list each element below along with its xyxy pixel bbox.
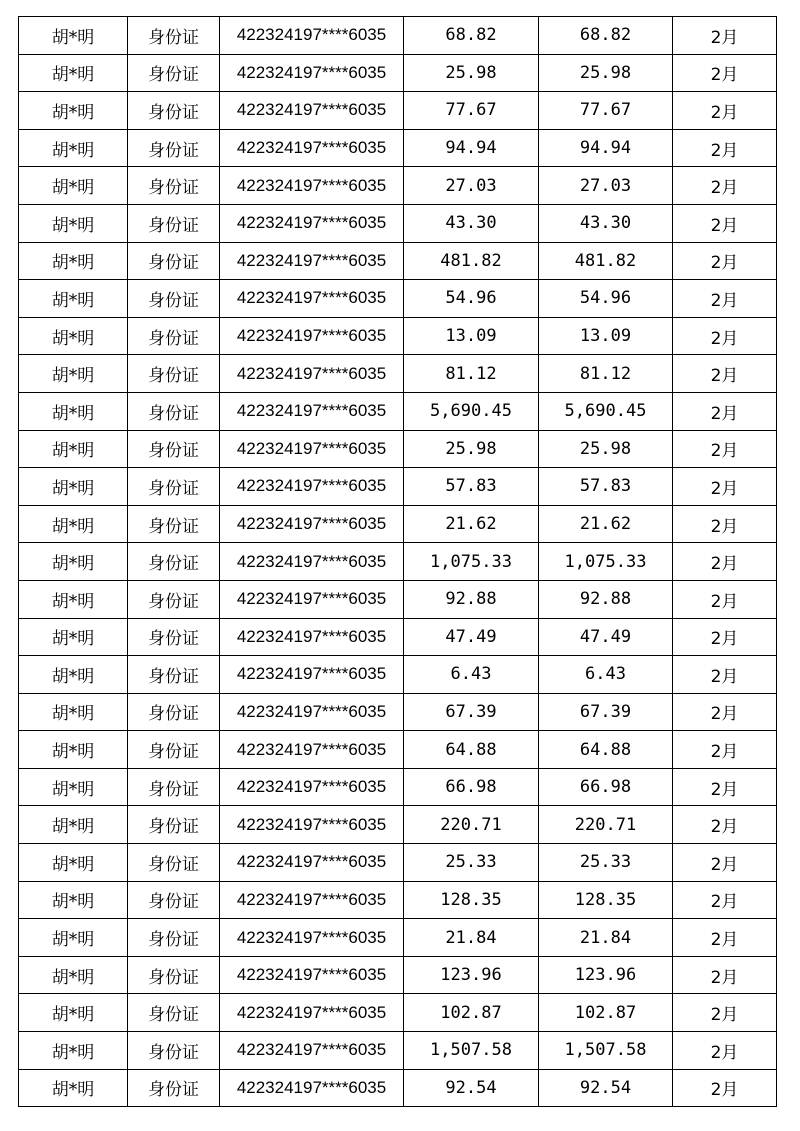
name-cell: 胡*明 [19, 806, 128, 844]
table-row [19, 280, 777, 318]
amount-cell: 25.33 [539, 844, 673, 882]
id-type-cell: 身份证 [128, 1032, 220, 1070]
amount-cell: 6.43 [539, 656, 673, 694]
id-number-cell: 422324197****6035 [220, 54, 404, 92]
amount-cell: 102.87 [404, 994, 539, 1032]
id-number-cell: 422324197****6035 [220, 806, 404, 844]
table-row [19, 17, 777, 55]
table-row [19, 768, 777, 806]
amount-cell: 66.98 [404, 768, 539, 806]
amount-cell: 481.82 [539, 242, 673, 280]
id-number-cell: 422324197****6035 [220, 355, 404, 393]
name-cell: 胡*明 [19, 919, 128, 957]
name-cell: 胡*明 [19, 468, 128, 506]
amount-cell: 43.30 [404, 204, 539, 242]
month-cell: 2月 [673, 17, 777, 55]
id-number-cell: 422324197****6035 [220, 204, 404, 242]
table-row [19, 656, 777, 694]
id-type-cell: 身份证 [128, 919, 220, 957]
month-cell: 2月 [673, 580, 777, 618]
month-cell: 2月 [673, 693, 777, 731]
month-cell: 2月 [673, 919, 777, 957]
amount-cell: 6.43 [404, 656, 539, 694]
id-number-cell: 422324197****6035 [220, 844, 404, 882]
id-number-cell: 422324197****6035 [220, 618, 404, 656]
table-row [19, 92, 777, 130]
amount-cell: 57.83 [539, 468, 673, 506]
amount-cell: 67.39 [404, 693, 539, 731]
month-cell: 2月 [673, 994, 777, 1032]
id-type-cell: 身份证 [128, 543, 220, 581]
name-cell: 胡*明 [19, 92, 128, 130]
id-type-cell: 身份证 [128, 54, 220, 92]
amount-cell: 1,507.58 [539, 1032, 673, 1070]
amount-cell: 25.98 [404, 54, 539, 92]
month-cell: 2月 [673, 956, 777, 994]
month-cell: 2月 [673, 844, 777, 882]
id-number-cell: 422324197****6035 [220, 468, 404, 506]
id-type-cell: 身份证 [128, 242, 220, 280]
id-number-cell: 422324197****6035 [220, 17, 404, 55]
id-type-cell: 身份证 [128, 956, 220, 994]
id-type-cell: 身份证 [128, 580, 220, 618]
id-type-cell: 身份证 [128, 505, 220, 543]
name-cell: 胡*明 [19, 844, 128, 882]
amount-cell: 54.96 [539, 280, 673, 318]
name-cell: 胡*明 [19, 693, 128, 731]
amount-cell: 21.84 [539, 919, 673, 957]
id-number-cell: 422324197****6035 [220, 656, 404, 694]
amount-cell: 5,690.45 [404, 392, 539, 430]
id-number-cell: 422324197****6035 [220, 768, 404, 806]
id-type-cell: 身份证 [128, 317, 220, 355]
month-cell: 2月 [673, 280, 777, 318]
amount-cell: 123.96 [539, 956, 673, 994]
amount-cell: 25.98 [539, 54, 673, 92]
id-type-cell: 身份证 [128, 806, 220, 844]
name-cell: 胡*明 [19, 430, 128, 468]
id-number-cell: 422324197****6035 [220, 242, 404, 280]
month-cell: 2月 [673, 806, 777, 844]
amount-cell: 220.71 [404, 806, 539, 844]
month-cell: 2月 [673, 392, 777, 430]
table-row [19, 844, 777, 882]
amount-cell: 27.03 [539, 167, 673, 205]
name-cell: 胡*明 [19, 731, 128, 769]
amount-cell: 92.54 [404, 1069, 539, 1107]
month-cell: 2月 [673, 92, 777, 130]
name-cell: 胡*明 [19, 994, 128, 1032]
name-cell: 胡*明 [19, 1032, 128, 1070]
id-number-cell: 422324197****6035 [220, 956, 404, 994]
id-number-cell: 422324197****6035 [220, 693, 404, 731]
month-cell: 2月 [673, 167, 777, 205]
amount-cell: 68.82 [539, 17, 673, 55]
amount-cell: 128.35 [539, 881, 673, 919]
table-row [19, 1032, 777, 1070]
table-row [19, 392, 777, 430]
table-row [19, 204, 777, 242]
table-row [19, 167, 777, 205]
id-number-cell: 422324197****6035 [220, 167, 404, 205]
amount-cell: 92.54 [539, 1069, 673, 1107]
amount-cell: 67.39 [539, 693, 673, 731]
month-cell: 2月 [673, 618, 777, 656]
amount-cell: 47.49 [404, 618, 539, 656]
id-type-cell: 身份证 [128, 731, 220, 769]
id-type-cell: 身份证 [128, 392, 220, 430]
amount-cell: 81.12 [539, 355, 673, 393]
table-row [19, 468, 777, 506]
amount-cell: 25.98 [539, 430, 673, 468]
id-type-cell: 身份证 [128, 1069, 220, 1107]
id-number-cell: 422324197****6035 [220, 881, 404, 919]
table-row [19, 580, 777, 618]
id-type-cell: 身份证 [128, 17, 220, 55]
id-type-cell: 身份证 [128, 167, 220, 205]
amount-cell: 25.98 [404, 430, 539, 468]
id-number-cell: 422324197****6035 [220, 994, 404, 1032]
table-row [19, 881, 777, 919]
amount-cell: 47.49 [539, 618, 673, 656]
name-cell: 胡*明 [19, 768, 128, 806]
name-cell: 胡*明 [19, 317, 128, 355]
table-row [19, 994, 777, 1032]
amount-cell: 5,690.45 [539, 392, 673, 430]
amount-cell: 25.33 [404, 844, 539, 882]
id-type-cell: 身份证 [128, 618, 220, 656]
id-type-cell: 身份证 [128, 656, 220, 694]
id-number-cell: 422324197****6035 [220, 580, 404, 618]
id-number-cell: 422324197****6035 [220, 430, 404, 468]
amount-cell: 13.09 [539, 317, 673, 355]
table-row [19, 806, 777, 844]
month-cell: 2月 [673, 242, 777, 280]
amount-cell: 21.62 [539, 505, 673, 543]
amount-cell: 66.98 [539, 768, 673, 806]
month-cell: 2月 [673, 768, 777, 806]
name-cell: 胡*明 [19, 167, 128, 205]
amount-cell: 1,075.33 [404, 543, 539, 581]
amount-cell: 1,507.58 [404, 1032, 539, 1070]
amount-cell: 94.94 [404, 129, 539, 167]
id-number-cell: 422324197****6035 [220, 1032, 404, 1070]
table-row [19, 430, 777, 468]
records-table [18, 16, 777, 1107]
amount-cell: 81.12 [404, 355, 539, 393]
table-row [19, 1069, 777, 1107]
month-cell: 2月 [673, 355, 777, 393]
id-number-cell: 422324197****6035 [220, 505, 404, 543]
amount-cell: 64.88 [404, 731, 539, 769]
name-cell: 胡*明 [19, 355, 128, 393]
id-number-cell: 422324197****6035 [220, 129, 404, 167]
month-cell: 2月 [673, 1032, 777, 1070]
month-cell: 2月 [673, 1069, 777, 1107]
name-cell: 胡*明 [19, 17, 128, 55]
name-cell: 胡*明 [19, 881, 128, 919]
table-row [19, 242, 777, 280]
name-cell: 胡*明 [19, 392, 128, 430]
month-cell: 2月 [673, 656, 777, 694]
id-number-cell: 422324197****6035 [220, 280, 404, 318]
name-cell: 胡*明 [19, 956, 128, 994]
amount-cell: 21.84 [404, 919, 539, 957]
month-cell: 2月 [673, 430, 777, 468]
amount-cell: 94.94 [539, 129, 673, 167]
id-number-cell: 422324197****6035 [220, 919, 404, 957]
id-number-cell: 422324197****6035 [220, 92, 404, 130]
amount-cell: 77.67 [404, 92, 539, 130]
amount-cell: 123.96 [404, 956, 539, 994]
id-type-cell: 身份证 [128, 994, 220, 1032]
id-type-cell: 身份证 [128, 430, 220, 468]
amount-cell: 68.82 [404, 17, 539, 55]
id-number-cell: 422324197****6035 [220, 543, 404, 581]
id-number-cell: 422324197****6035 [220, 392, 404, 430]
amount-cell: 64.88 [539, 731, 673, 769]
id-type-cell: 身份证 [128, 768, 220, 806]
amount-cell: 27.03 [404, 167, 539, 205]
id-number-cell: 422324197****6035 [220, 1069, 404, 1107]
amount-cell: 481.82 [404, 242, 539, 280]
name-cell: 胡*明 [19, 242, 128, 280]
table-row [19, 54, 777, 92]
id-type-cell: 身份证 [128, 92, 220, 130]
amount-cell: 43.30 [539, 204, 673, 242]
name-cell: 胡*明 [19, 1069, 128, 1107]
amount-cell: 128.35 [404, 881, 539, 919]
month-cell: 2月 [673, 129, 777, 167]
table-row [19, 317, 777, 355]
name-cell: 胡*明 [19, 543, 128, 581]
id-type-cell: 身份证 [128, 881, 220, 919]
table-row [19, 618, 777, 656]
id-number-cell: 422324197****6035 [220, 731, 404, 769]
month-cell: 2月 [673, 317, 777, 355]
table-row [19, 129, 777, 167]
id-type-cell: 身份证 [128, 280, 220, 318]
amount-cell: 13.09 [404, 317, 539, 355]
table-row [19, 355, 777, 393]
month-cell: 2月 [673, 881, 777, 919]
table-row [19, 505, 777, 543]
name-cell: 胡*明 [19, 280, 128, 318]
table-row [19, 693, 777, 731]
table-row [19, 731, 777, 769]
amount-cell: 54.96 [404, 280, 539, 318]
id-type-cell: 身份证 [128, 844, 220, 882]
records-table-body [19, 17, 777, 1107]
amount-cell: 21.62 [404, 505, 539, 543]
id-type-cell: 身份证 [128, 204, 220, 242]
month-cell: 2月 [673, 731, 777, 769]
month-cell: 2月 [673, 505, 777, 543]
month-cell: 2月 [673, 204, 777, 242]
month-cell: 2月 [673, 543, 777, 581]
amount-cell: 1,075.33 [539, 543, 673, 581]
amount-cell: 77.67 [539, 92, 673, 130]
month-cell: 2月 [673, 54, 777, 92]
name-cell: 胡*明 [19, 505, 128, 543]
name-cell: 胡*明 [19, 618, 128, 656]
amount-cell: 92.88 [404, 580, 539, 618]
name-cell: 胡*明 [19, 656, 128, 694]
name-cell: 胡*明 [19, 54, 128, 92]
amount-cell: 92.88 [539, 580, 673, 618]
amount-cell: 102.87 [539, 994, 673, 1032]
id-type-cell: 身份证 [128, 129, 220, 167]
id-type-cell: 身份证 [128, 468, 220, 506]
id-type-cell: 身份证 [128, 693, 220, 731]
amount-cell: 220.71 [539, 806, 673, 844]
id-number-cell: 422324197****6035 [220, 317, 404, 355]
month-cell: 2月 [673, 468, 777, 506]
name-cell: 胡*明 [19, 580, 128, 618]
amount-cell: 57.83 [404, 468, 539, 506]
table-row [19, 543, 777, 581]
id-type-cell: 身份证 [128, 355, 220, 393]
name-cell: 胡*明 [19, 129, 128, 167]
table-row [19, 919, 777, 957]
name-cell: 胡*明 [19, 204, 128, 242]
table-row [19, 956, 777, 994]
